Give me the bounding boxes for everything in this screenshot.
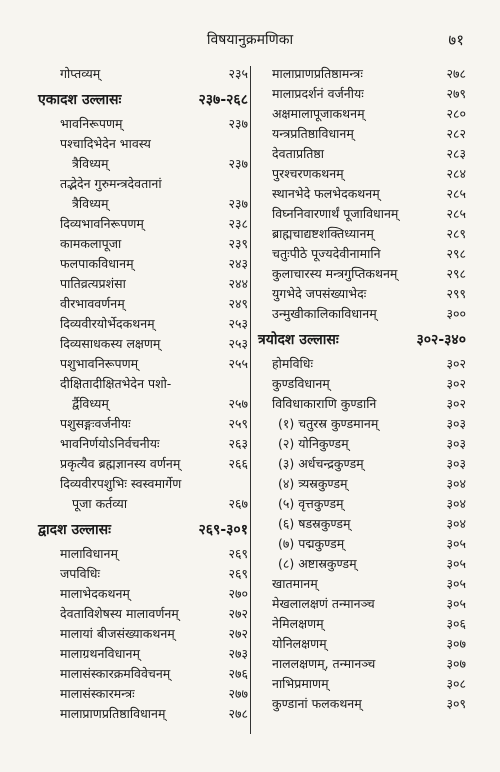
entry-page-number: ३०२ xyxy=(446,376,466,391)
section-heading xyxy=(38,520,248,542)
entry-text: नाललक्षणम्, तन्मानञ्च xyxy=(272,656,376,671)
index-entry xyxy=(258,694,466,714)
entry-page-number: २८५ xyxy=(446,206,466,221)
index-entry xyxy=(258,244,466,264)
entry-page-number: २८३ xyxy=(446,146,466,161)
entry-page-number: २८९ xyxy=(446,226,466,241)
entry-page-number: ३०५ xyxy=(446,556,466,571)
index-entry xyxy=(258,284,466,304)
entry-page-number: २८२ xyxy=(446,126,466,141)
entry-text: (५) वृत्तकुण्डम् xyxy=(278,496,344,511)
entry-text: कामकलापूजा xyxy=(60,236,122,251)
entry-page-number: २७६ xyxy=(228,666,248,681)
entry-text: विविधाकाराणि कुण्डानि xyxy=(272,396,377,411)
entry-page-number: २३८ xyxy=(228,216,248,231)
entry-text: नेमिलक्षणम् xyxy=(272,616,324,631)
entry-text: कुण्डानां फलकथनम् xyxy=(272,696,362,711)
entry-page-number: ३०३ xyxy=(446,436,466,451)
entry-text: मेखलालक्षणं तन्मानञ्च xyxy=(272,596,375,611)
section-page-range: २६९-३०१ xyxy=(198,522,248,538)
entry-text: पशुभावनिरूपणम् xyxy=(60,356,139,371)
right-column xyxy=(258,64,466,714)
entry-page-number: २३५ xyxy=(228,66,248,81)
entry-page-number: ३०० xyxy=(446,306,466,321)
entry-text: तद्भेदेन गुरुमन्त्रदेवतानां xyxy=(60,176,162,191)
section-heading xyxy=(258,330,466,352)
index-entry xyxy=(38,454,248,474)
index-entry xyxy=(258,394,466,414)
entry-page-number: ३०५ xyxy=(446,576,466,591)
entry-text: देवताविशेषस्य मालावर्णनम् xyxy=(60,606,179,621)
entry-text: त्रैविध्यम् xyxy=(72,196,109,211)
entry-page-number: ३०८ xyxy=(446,676,466,691)
entry-page-number: २६६ xyxy=(228,456,248,471)
index-entry xyxy=(258,434,466,454)
entry-text: अक्षमालापूजाकथनम् xyxy=(272,106,365,121)
index-entry xyxy=(38,544,248,564)
index-entry xyxy=(258,204,466,224)
entry-page-number: ३०६ xyxy=(446,616,466,631)
entry-text: (४) त्र्यस्रकुण्डम् xyxy=(278,476,348,491)
entry-text: गोप्तव्यम् xyxy=(60,66,101,81)
entry-page-number: २९८ xyxy=(446,266,466,281)
entry-text: (३) अर्धचन्द्रकुण्डम् xyxy=(278,456,364,471)
entry-text: मालाविधानम् xyxy=(60,546,118,561)
index-entry xyxy=(38,494,248,514)
entry-page-number: २७० xyxy=(228,586,248,601)
entry-page-number: ३०७ xyxy=(446,636,466,651)
index-entry xyxy=(258,104,466,124)
index-entry xyxy=(258,494,466,514)
entry-text: कुण्डविधानम् xyxy=(272,376,330,391)
entry-text: चतुःपीठे पूज्यदेवीनामानि xyxy=(272,246,381,261)
index-entry xyxy=(258,144,466,164)
index-entry xyxy=(258,654,466,674)
entry-page-number: २८५ xyxy=(446,186,466,201)
index-entry xyxy=(258,474,466,494)
entry-page-number: ३०४ xyxy=(446,496,466,511)
entry-text: मालाग्रथनविधानम् xyxy=(60,646,140,661)
entry-text: मालायां बीजसंख्याकथनम् xyxy=(60,626,175,641)
entry-text: त्रैविध्यम् xyxy=(72,156,109,171)
entry-page-number: २७२ xyxy=(228,606,248,621)
entry-page-number: २५७ xyxy=(228,396,248,411)
entry-page-number: २६३ xyxy=(228,436,248,451)
index-entry xyxy=(258,84,466,104)
entry-text: पुरश्चरणकथनम् xyxy=(272,166,344,181)
entry-text: र्द्वैविध्यम् xyxy=(72,396,109,411)
page-number: ७१ xyxy=(448,31,464,49)
entry-page-number: २५३ xyxy=(228,316,248,331)
entry-page-number: ३०७ xyxy=(446,656,466,671)
entry-page-number: २७७ xyxy=(228,686,248,701)
entry-page-number: २९९ xyxy=(446,286,466,301)
entry-page-number: ३०४ xyxy=(446,516,466,531)
entry-text: (२) योनिकुण्डम् xyxy=(278,436,349,451)
index-entry xyxy=(38,334,248,354)
entry-text: (१) चतुरस्र कुण्डमानम् xyxy=(278,416,379,431)
index-entry xyxy=(258,594,466,614)
entry-page-number: २५५ xyxy=(228,356,248,371)
index-entry xyxy=(38,604,248,624)
entry-text: पशुसङ्गःवर्जनीयः xyxy=(60,416,131,431)
entry-text: देवताप्रतिष्ठा xyxy=(272,146,325,161)
entry-text: पातिव्रत्यप्रशंसा xyxy=(60,276,126,291)
index-entry xyxy=(258,614,466,634)
entry-text: उन्मुखीकालिकाविधानम् xyxy=(272,306,377,321)
index-entry xyxy=(38,314,248,334)
index-entry xyxy=(38,474,248,494)
index-entry xyxy=(258,374,466,394)
entry-page-number: २४३ xyxy=(228,256,248,271)
index-entry xyxy=(38,174,248,194)
entry-page-number: २७३ xyxy=(228,646,248,661)
index-entry xyxy=(38,374,248,394)
index-entry xyxy=(258,534,466,554)
section-title: एकादश उल्लासः xyxy=(38,92,122,108)
entry-text: मालासंस्कारक्रमविवेचनम् xyxy=(60,666,171,681)
entry-text: मालाभेदकथनम् xyxy=(60,586,130,601)
section-heading xyxy=(38,90,248,112)
entry-text: प्रकृत्यैव ब्रह्मज्ञानस्य वर्णनम् xyxy=(60,456,181,471)
column-divider xyxy=(250,66,251,734)
entry-page-number: २५९ xyxy=(228,416,248,431)
entry-page-number: ३०९ xyxy=(446,696,466,711)
entry-text: फलपाकविधानम् xyxy=(60,256,134,271)
index-entry xyxy=(258,64,466,84)
entry-page-number: २३७ xyxy=(228,116,248,131)
entry-text: दिव्यवीरपशुभिः स्वस्वमार्गेण xyxy=(60,476,182,491)
entry-text: स्थानभेदे फलभेदकथनम् xyxy=(272,186,380,201)
entry-page-number: २६७ xyxy=(228,496,248,511)
index-entry xyxy=(258,674,466,694)
entry-text: दिव्यभावनिरूपणम् xyxy=(60,216,144,231)
index-entry xyxy=(38,644,248,664)
entry-page-number: ३०२ xyxy=(446,356,466,371)
index-entry xyxy=(258,124,466,144)
index-entry xyxy=(38,134,248,154)
index-entry xyxy=(258,414,466,434)
left-column xyxy=(38,64,248,724)
index-entry xyxy=(258,514,466,534)
entry-page-number: ३०२ xyxy=(446,396,466,411)
entry-page-number: २३७ xyxy=(228,156,248,171)
section-page-range: ३०२-३४० xyxy=(416,332,466,348)
entry-page-number: २६९ xyxy=(228,566,248,581)
entry-page-number: २८० xyxy=(446,106,466,121)
entry-page-number: ३०५ xyxy=(446,596,466,611)
entry-text: जपविधिः xyxy=(60,566,101,581)
index-entry xyxy=(258,224,466,244)
entry-text: वीरभाववर्णनम् xyxy=(60,296,125,311)
index-entry xyxy=(258,264,466,284)
entry-text: मालासंस्कारमन्त्रः xyxy=(60,686,135,701)
index-entry xyxy=(38,394,248,414)
entry-text: दिव्यसाधकस्य लक्षणम् xyxy=(60,336,161,351)
entry-page-number: २७८ xyxy=(446,66,466,81)
entry-text: ब्राह्मचाद्यष्टशक्तिध्यानम् xyxy=(272,226,374,241)
entry-page-number: २५३ xyxy=(228,336,248,351)
entry-text: भावनिर्णयोऽनिर्वचनीयः xyxy=(60,436,160,451)
index-entry xyxy=(258,164,466,184)
entry-page-number: ३०३ xyxy=(446,416,466,431)
index-entry xyxy=(38,434,248,454)
entry-page-number: ३०४ xyxy=(446,476,466,491)
entry-page-number: २४९ xyxy=(228,296,248,311)
index-entry xyxy=(258,354,466,374)
index-entry xyxy=(38,234,248,254)
entry-page-number: ३०५ xyxy=(446,536,466,551)
entry-text: खातमानम् xyxy=(272,576,318,591)
entry-page-number: २४४ xyxy=(228,276,248,291)
entry-page-number: २७२ xyxy=(228,626,248,641)
entry-text: (६) षडस्रकुण्डम् xyxy=(278,516,351,531)
entry-text: भावनिरूपणम् xyxy=(60,116,123,131)
index-entry xyxy=(38,64,248,84)
entry-text: योनिलक्षणम् xyxy=(272,636,327,651)
entry-text: दिव्यवीरयोर्भेदकथनम् xyxy=(60,316,155,331)
entry-page-number: २३७ xyxy=(228,196,248,211)
index-entry xyxy=(38,294,248,314)
index-entry xyxy=(258,184,466,204)
entry-text: दीक्षितादीक्षितभेदेन पशो- xyxy=(60,376,172,391)
index-entry xyxy=(38,704,248,724)
entry-page-number: २९८ xyxy=(446,246,466,261)
entry-text: यन्त्रप्रतिष्ठाविधानम् xyxy=(272,126,354,141)
index-entry xyxy=(38,664,248,684)
entry-text: मालाप्राणप्रतिष्ठाविधानम् xyxy=(60,706,166,721)
entry-text: युगभेदे जपसंख्याभेदः xyxy=(272,286,367,301)
index-entry xyxy=(38,254,248,274)
index-entry xyxy=(38,114,248,134)
entry-text: नाभिप्रमाणम् xyxy=(272,676,329,691)
index-entry xyxy=(38,414,248,434)
index-entry xyxy=(258,554,466,574)
page-title: विषयानुक्रमणिका xyxy=(206,32,294,48)
entry-page-number: २७८ xyxy=(228,706,248,721)
index-entry xyxy=(38,584,248,604)
entry-text: (८) अष्टास्रकुण्डम् xyxy=(278,556,357,571)
entry-text: होमविधिः xyxy=(272,356,313,371)
entry-page-number: २७९ xyxy=(446,86,466,101)
entry-text: मालाप्रदर्शनं वर्जनीयः xyxy=(272,86,364,101)
index-entry xyxy=(38,194,248,214)
entry-text: (७) पद्मकुण्डम् xyxy=(278,536,345,551)
entry-page-number: ३०३ xyxy=(446,456,466,471)
entry-text: मालाप्राणप्रतिष्ठामन्त्रः xyxy=(272,66,363,81)
index-entry xyxy=(38,624,248,644)
entry-page-number: २८४ xyxy=(446,166,466,181)
entry-text: पूजा कर्तव्या xyxy=(72,496,128,511)
entry-page-number: २३९ xyxy=(228,236,248,251)
index-entry xyxy=(38,564,248,584)
index-entry xyxy=(38,684,248,704)
section-title: द्वादश उल्लासः xyxy=(38,522,111,538)
entry-page-number: २६९ xyxy=(228,546,248,561)
index-entry xyxy=(38,354,248,374)
index-entry xyxy=(258,634,466,654)
page-header xyxy=(0,30,500,52)
index-entry xyxy=(38,214,248,234)
index-entry xyxy=(258,454,466,474)
entry-text: पश्चादिभेदेन भावस्य xyxy=(60,136,151,151)
entry-text: विघ्ननिवारणार्थं पूजाविधानम् xyxy=(272,206,399,221)
index-entry xyxy=(258,304,466,324)
index-entry xyxy=(258,574,466,594)
section-page-range: २३७-२६८ xyxy=(198,92,248,108)
entry-text: कुलाचारस्य मन्त्रगुप्तिकथनम् xyxy=(272,266,398,281)
index-entry xyxy=(38,274,248,294)
index-entry xyxy=(38,154,248,174)
section-title: त्रयोदश उल्लासः xyxy=(258,332,339,348)
